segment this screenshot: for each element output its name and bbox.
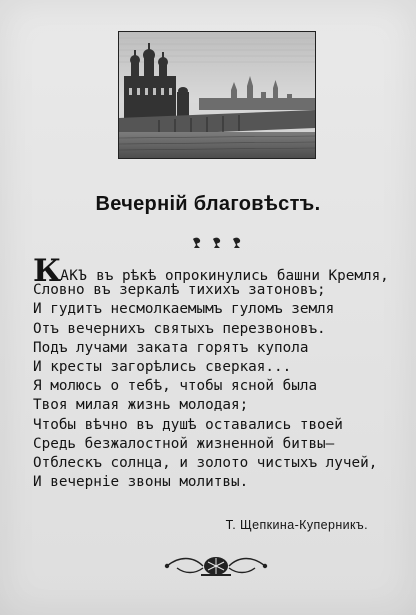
poem-line-6: И кресты загорѣлись сверкая...: [33, 358, 292, 375]
drop-cap: К: [33, 253, 61, 289]
poem-line-5: Подъ лучами заката горятъ купола: [33, 339, 309, 356]
first-line-rest: въ рѣкѣ опрокинулись башни Кремля,: [87, 268, 389, 284]
poem-line-11: Отблескъ солнца, и золото чистыхъ лучей,: [33, 454, 378, 471]
poem-line-4: Отъ вечернихъ святыхъ перезвоновъ.: [33, 320, 326, 337]
poem-line-10: Средь безжалостной жизненной битвы—: [33, 435, 335, 452]
poem-line-12: И вечерніе звоны молитвы.: [33, 474, 249, 491]
poem-line-3: И гудитъ несмолкаемымъ гуломъ земля: [33, 301, 335, 318]
first-line-caps: АКЪ: [60, 268, 88, 284]
poem-body: [33, 253, 409, 492]
poem-line-2: Словно въ зеркалѣ тихихъ затоновъ;: [33, 282, 326, 299]
poem-line-7: Я молюсь о тебѣ, чтобы ясной была: [33, 378, 318, 395]
poem-line-8: Твоя милая жизнь молодая;: [33, 397, 249, 414]
poem-line-9: Чтобы вѣчно въ душѣ оставались твоей: [33, 416, 343, 433]
poem-line-1: [33, 253, 409, 289]
bottom-ornament-vignette: [163, 554, 269, 578]
kremlin-illustration: [118, 31, 316, 159]
author-signature: Т. Щепкина-Куперникъ.: [225, 518, 368, 532]
fleuron-ornament: [189, 236, 245, 250]
poem-title: Вечерній благовѣстъ.: [95, 193, 321, 215]
